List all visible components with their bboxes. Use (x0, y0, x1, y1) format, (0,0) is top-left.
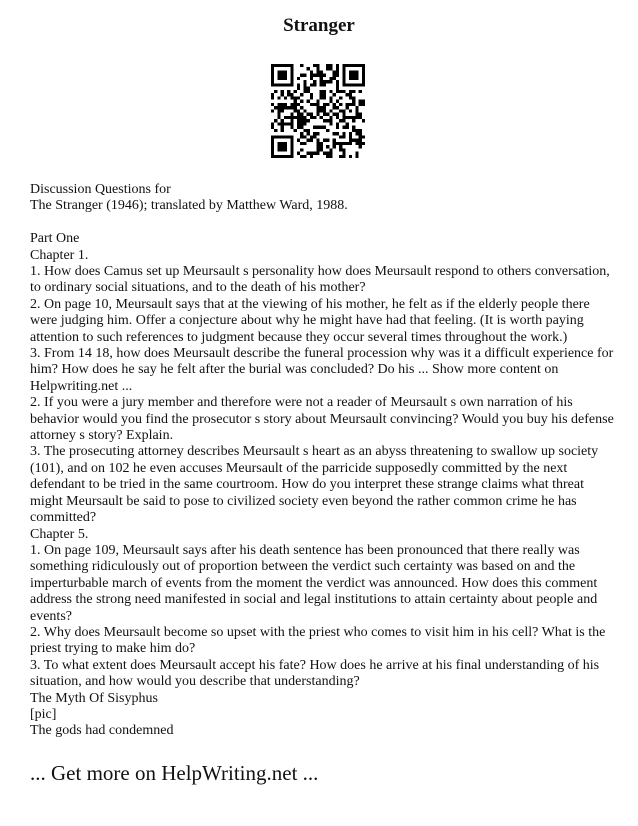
section-title: The Myth Of Sisyphus (30, 690, 158, 706)
intro-line: The Stranger (1946); translated by Matthew Ward, 1988. (30, 198, 348, 214)
question: 1. On page 109, Meursault says after his death sentence has been pronounced that there really was something ridiculously out of proportion between the verdict such certainty was based on and the imperturbable march of events from the moment the verdict was announced. How does this comment address the strong need manifested in social and legal institutions to attain certainty about people and events? (30, 542, 598, 624)
image-placeholder: [pic] (30, 706, 57, 722)
document-title: Stranger (283, 15, 355, 36)
document-body (30, 182, 614, 740)
question: 3. From 14 18, how does Meursault describe the funeral procession why was it a difficult experience for him? How does he say he felt after the burial was concluded? Do his ... Show more content on Helpwriting.net ... (30, 346, 614, 394)
chapter-heading: Chapter 5. (30, 526, 89, 542)
question: 1. How does Camus set up Meursault s personality how does Meursault respond to others conversation, to ordinary social situations, and to the death of his mother? (30, 264, 610, 296)
body-line: The gods had condemned (30, 723, 174, 739)
question: 2. On page 10, Meursault says that at the viewing of his mother, he felt as if the elderly people there were judging him. Offer a conjecture about why he might have had that feeling. (It is worth paying attention to such references to judgment because they occur several times throughout the work.) (30, 296, 590, 345)
intro-line: Discussion Questions for (30, 182, 171, 197)
footer-link[interactable]: ... Get more on HelpWriting.net ... (30, 761, 319, 785)
paragraph-gap (30, 215, 614, 231)
part-heading: Part One (30, 231, 80, 247)
chapter-heading: Chapter 1. (30, 247, 89, 263)
qr-code-icon (271, 64, 365, 158)
question: 3. To what extent does Meursault accept his fate? How does he arrive at his final understanding of his situation, and how would you describe that understanding? (30, 657, 600, 690)
question: 3. The prosecuting attorney describes Meursault s heart as an abyss threatening to swallow up society (101), and on 102 he even accuses Meursault of the parricide supposedly committed by the next defendant to be tried in the same courtroom. How do you interpret these strange claims what threat might Meursault be said to pose to civilized society even beyond the rather common crime he has committed? (30, 444, 599, 526)
question: 2. Why does Meursault become so upset with the priest who comes to visit him in his cell? What is the priest trying to make him do? (30, 624, 606, 657)
question: 2. If you were a jury member and therefore were not a reader of Meursault s own narration of his behavior would you find the prosecutor s story about Meursault convincing? Would you buy his defense attorney s story? Explain. (30, 395, 614, 444)
